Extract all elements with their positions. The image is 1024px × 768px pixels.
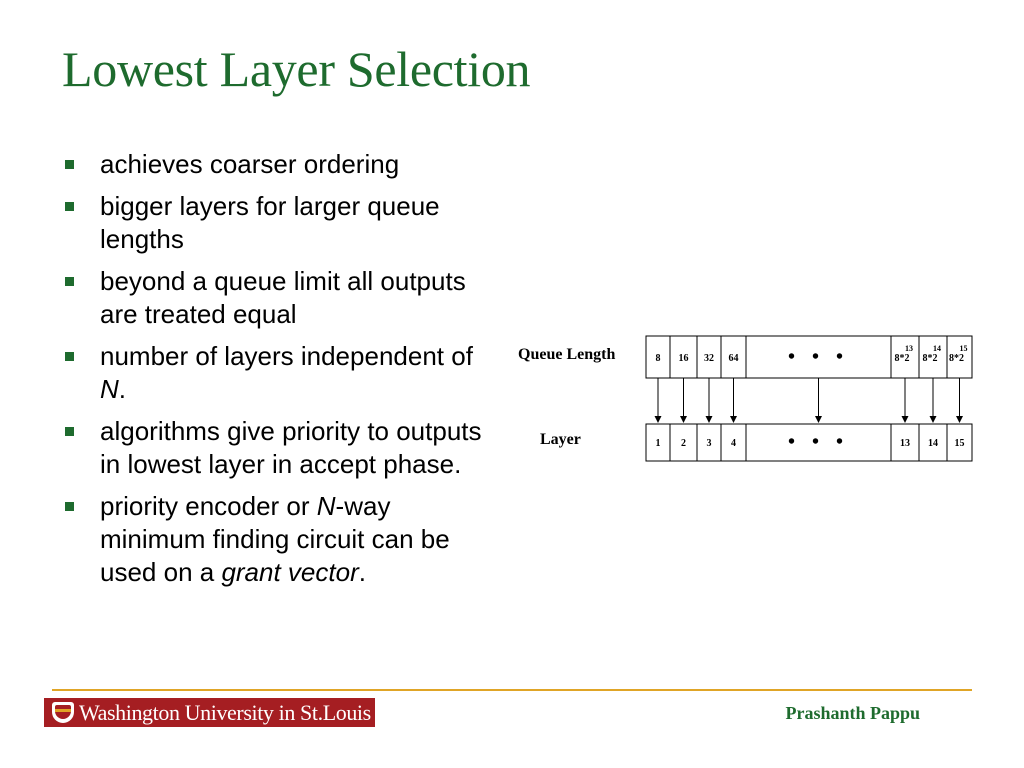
queue-length-value: 32: [704, 353, 714, 364]
university-crest-icon: [52, 702, 74, 723]
bullet-text: .: [358, 557, 366, 587]
arrow-head-icon: [902, 416, 909, 423]
bullet-square-icon: [65, 427, 74, 436]
bullet-item: [62, 340, 492, 406]
layer-value: 4: [731, 438, 736, 449]
bullet-text: .: [118, 374, 127, 404]
layer-label: Layer: [540, 431, 581, 448]
bullet-emphasis: grant vector: [221, 557, 359, 587]
layer-ellipsis: • • •: [787, 431, 850, 453]
bullet-square-icon: [65, 352, 74, 361]
arrow-head-icon: [815, 416, 822, 423]
arrow-head-icon: [956, 416, 963, 423]
bullet-text: number of layers independent of: [100, 341, 473, 371]
footer-divider: [52, 689, 972, 691]
bullet-text: achieves coarser ordering: [100, 149, 400, 179]
bullet-emphasis: N: [100, 374, 119, 404]
bullet-list: [62, 148, 492, 598]
queue-ellipsis: • • •: [787, 346, 850, 368]
arrow-head-icon: [680, 416, 687, 423]
queue-length-value: 8: [655, 353, 661, 364]
bullet-text: beyond a queue limit all outputs are treated equal: [100, 266, 466, 329]
layer-value: 2: [681, 438, 686, 449]
bullet-text: priority encoder or: [100, 491, 317, 521]
queue-length-exponent: 13: [905, 344, 913, 353]
arrow-head-icon: [655, 416, 662, 423]
bullet-item: [62, 190, 492, 256]
bullet-item: [62, 148, 492, 181]
layer-value: 15: [954, 438, 965, 449]
queue-length-value: 8*2: [922, 353, 938, 364]
bullet-item: [62, 490, 492, 589]
layer-value: 14: [928, 438, 938, 449]
bullet-emphasis: N: [316, 491, 336, 521]
bullet-text: -way minimum finding circuit can be used on a: [100, 491, 450, 587]
bullet-square-icon: [65, 502, 74, 511]
university-wordmark: Washington University in St.Louis: [79, 699, 371, 725]
queue-length-exponent: 14: [933, 344, 941, 353]
queue-length-value: 8*2: [949, 353, 964, 364]
bullet-square-icon: [65, 202, 74, 211]
layer-mapping-diagram: [510, 328, 980, 468]
bullet-item: [62, 415, 492, 481]
layer-value: 13: [900, 438, 910, 449]
queue-length-value: 16: [678, 353, 689, 364]
bullet-square-icon: [65, 277, 74, 286]
bullet-square-icon: [65, 160, 74, 169]
queue-length-value: 64: [728, 353, 739, 364]
slide-title: Lowest Layer Selection: [62, 41, 531, 97]
bullet-item: [62, 265, 492, 331]
bullet-text: bigger layers for larger queue lengths: [100, 191, 440, 254]
queue-length-value: 8*2: [894, 353, 910, 364]
queue-length-exponent: 15: [959, 344, 968, 353]
author-name: Prashanth Pappu: [785, 703, 920, 723]
layer-value: 1: [655, 438, 661, 449]
arrow-head-icon: [930, 416, 937, 423]
queue-length-label: Queue Length: [518, 346, 616, 363]
bullet-text: algorithms give priority to outputs in lowest layer in accept phase.: [100, 416, 482, 479]
arrow-head-icon: [730, 416, 737, 423]
layer-value: 3: [706, 438, 712, 449]
university-logo: [44, 698, 375, 727]
arrow-head-icon: [706, 416, 713, 423]
